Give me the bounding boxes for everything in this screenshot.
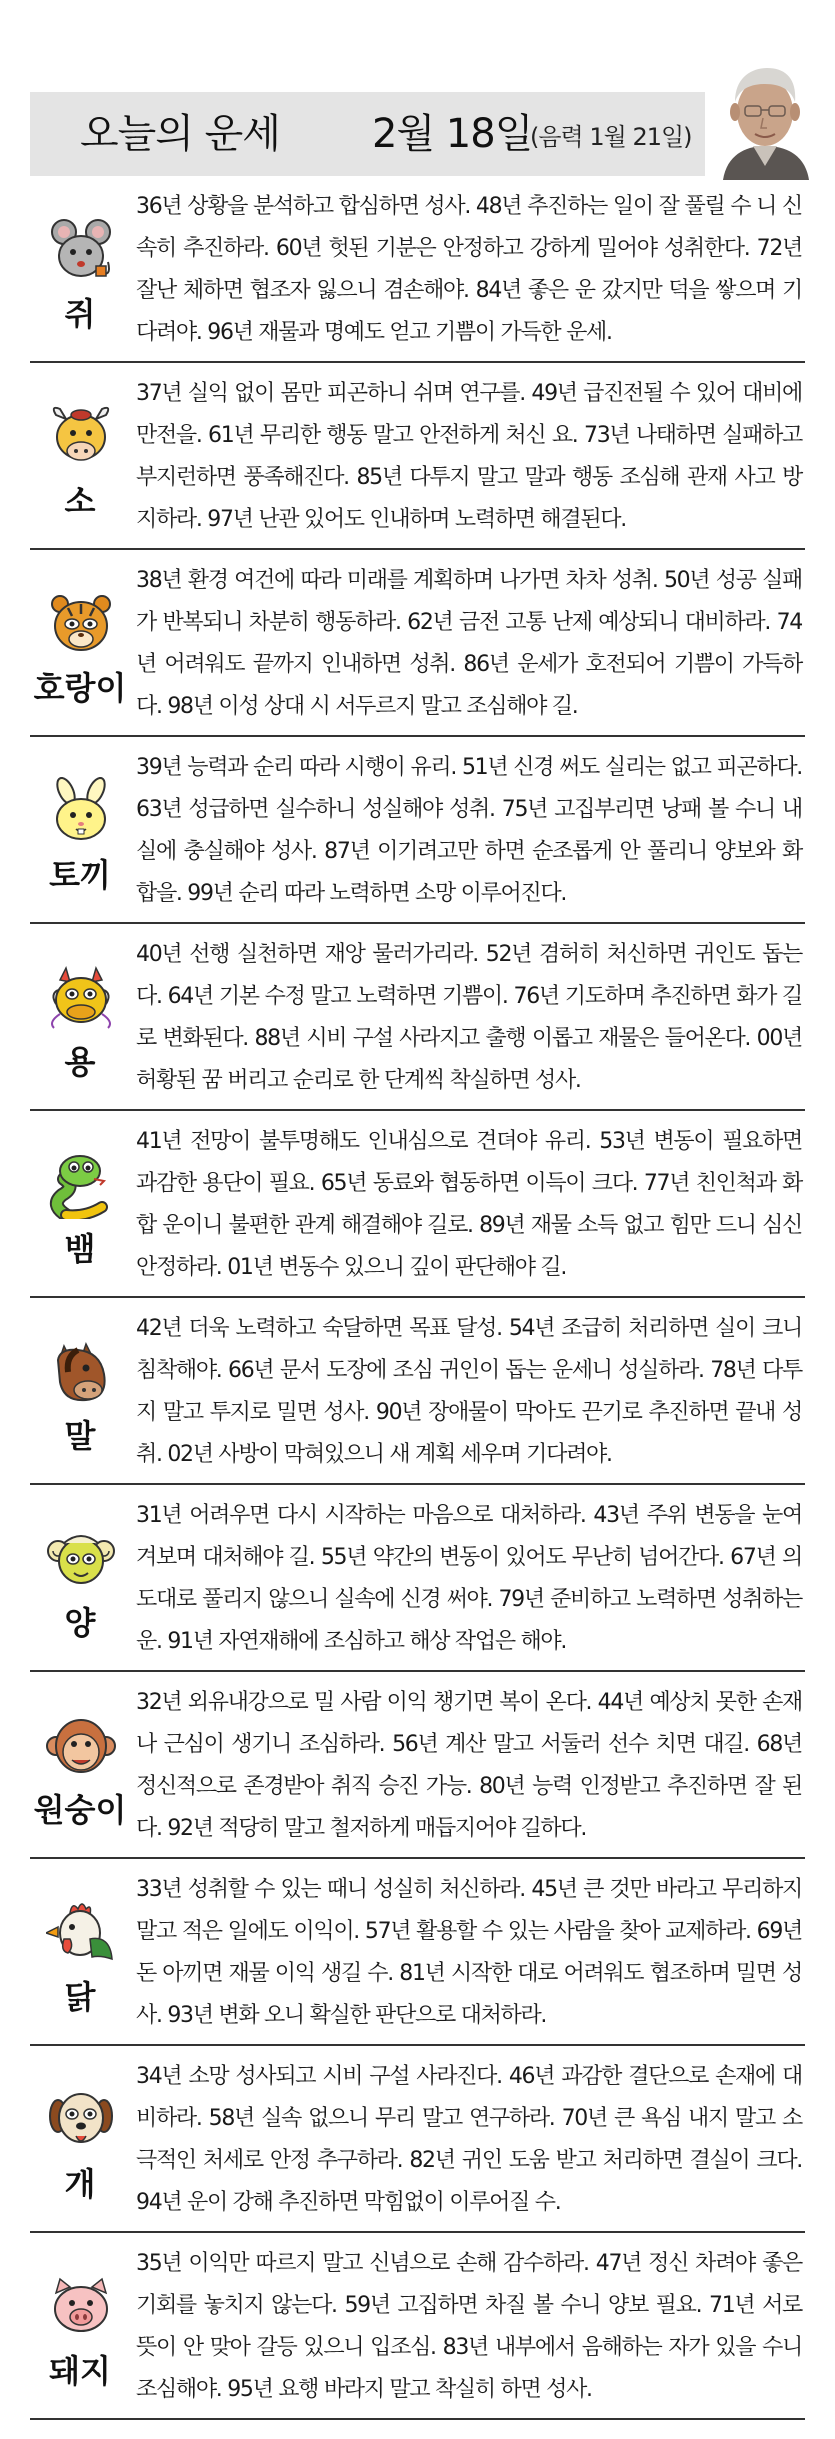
fortune-row-pig bbox=[30, 2233, 805, 2420]
fortune-row-ox bbox=[30, 363, 805, 550]
pig-icon bbox=[46, 2273, 116, 2341]
fortune-text: 40년 선행 실천하면 재앙 물러가리라. 52년 겸허히 처신하면 귀인도 돕는다. 64년 기본 수정 말고 노력하면 기쁨이. 76년 기도하며 추진하면 화가 길로 변화된다. 88년 시비 구설 사라지고 출행 이롭고 재물은 들어온다. 00년 허황된 꿈 버리고 순리로 한 단계씩 착실하면 성사. bbox=[136, 942, 802, 1093]
zodiac-cell bbox=[30, 1298, 130, 1483]
zodiac-cell bbox=[30, 176, 130, 361]
zodiac-cell bbox=[30, 1859, 130, 2044]
rabbit-icon bbox=[46, 777, 116, 845]
zodiac-cell bbox=[30, 550, 130, 735]
zodiac-cell bbox=[30, 924, 130, 1109]
zodiac-name: 개 bbox=[64, 2165, 96, 2203]
monkey-icon bbox=[46, 1712, 116, 1780]
rat-icon bbox=[46, 216, 116, 284]
zodiac-cell bbox=[30, 1485, 130, 1670]
zodiac-cell bbox=[30, 1672, 130, 1857]
fortune-row-horse bbox=[30, 1298, 805, 1485]
snake-icon bbox=[46, 1151, 116, 1219]
fortune-text: 37년 실익 없이 몸만 피곤하니 쉬며 연구를. 49년 급진전될 수 있어 대비에 만전을. 61년 무리한 행동 말고 안전하게 처신 요. 73년 나태하면 실패하고 부지런하면 풍족해진다. 85년 다투지 말고 말과 행동 조심해 관재 사고 방지하라. 97년 난관 있어도 인내하며 노력하면 해결된다. bbox=[136, 381, 802, 532]
fortune-text: 34년 소망 성사되고 시비 구설 사라진다. 46년 과감한 결단으로 손재에 대비하라. 58년 실속 없으니 무리 말고 연구하라. 70년 큰 욕심 내지 말고 소극적인 처세로 안정 추구하라. 82년 귀인 도움 받고 처리하면 결실이 크다. 94년 운이 강해 추진하면 막힘없이 이루어질 수. bbox=[136, 2064, 802, 2215]
page-title: 오늘의 운세 bbox=[80, 111, 280, 157]
fortune-text: 39년 능력과 순리 따라 시행이 유리. 51년 신경 써도 실리는 없고 피곤하다. 63년 성급하면 실수하니 성실해야 성취. 75년 고집부리면 낭패 볼 수니 내실에 충실해야 성사. 87년 이기려고만 하면 순조롭게 안 풀리니 양보와 화합을. 99년 순리 따라 노력하면 소망 이루어진다. bbox=[136, 755, 802, 906]
zodiac-cell bbox=[30, 737, 130, 922]
sheep-icon bbox=[46, 1525, 116, 1593]
fortune-text: 33년 성취할 수 있는 때니 성실히 처신하라. 45년 큰 것만 바라고 무리하지 말고 적은 일에도 이익이. 57년 활용할 수 있는 사람을 찾아 교제하라. 69년 돈 아끼면 재물 이익 생길 수. 81년 시작한 대로 어려워도 협조하며 밀면 성사. 93년 변화 오니 확실한 판단으로 대처하라. bbox=[136, 1877, 802, 2028]
date-label: 2월 18일 bbox=[372, 111, 533, 157]
horse-icon bbox=[46, 1338, 116, 1406]
dragon-icon bbox=[46, 964, 116, 1032]
zodiac-name: 호랑이 bbox=[33, 669, 127, 707]
fortune-row-monkey bbox=[30, 1672, 805, 1859]
fortune-text: 32년 외유내강으로 밀 사람 이익 챙기면 복이 온다. 44년 예상치 못한 손재나 근심이 생기니 조심하라. 56년 계산 말고 서둘러 선수 치면 대길. 68년 정신적으로 존경받아 취직 승진 가능. 80년 능력 인정받고 추진하면 잘 된다. 92년 적당히 말고 철저하게 매듭지어야 길하다. bbox=[136, 1690, 802, 1841]
zodiac-cell bbox=[30, 363, 130, 548]
rooster-icon bbox=[46, 1899, 116, 1967]
fortune-row-rat bbox=[30, 176, 805, 363]
fortune-text: 36년 상황을 분석하고 합심하면 성사. 48년 추진하는 일이 잘 풀릴 수 니 신속히 추진하라. 60년 헛된 기분은 안정하고 강하게 밀어야 성취한다. 72년 잘난 체하면 협조자 잃으니 겸손해야. 84년 좋은 운 갔지만 덕을 쌓으며 기다려야. 96년 재물과 명예도 얻고 기쁨이 가득한 운세. bbox=[136, 194, 802, 345]
lunar-date-label: (음력 1월 21일) bbox=[530, 123, 692, 151]
fortune-row-dog bbox=[30, 2046, 805, 2233]
ox-icon bbox=[46, 403, 116, 471]
fortune-list bbox=[30, 176, 805, 2420]
fortune-row-sheep bbox=[30, 1485, 805, 1672]
fortune-text: 41년 전망이 불투명해도 인내심으로 견뎌야 유리. 53년 변동이 필요하면 과감한 용단이 필요. 65년 동료와 협동하면 이득이 크다. 77년 친인척과 화합 운이니 불편한 관계 해결해야 길로. 89년 재물 소득 없고 힘만 드니 심신 안정하라. 01년 변동수 있으니 깊이 판단해야 길. bbox=[136, 1129, 802, 1280]
zodiac-name: 돼지 bbox=[49, 2352, 111, 2390]
author-portrait bbox=[705, 62, 825, 180]
fortune-text: 42년 더욱 노력하고 숙달하면 목표 달성. 54년 조급히 처리하면 실이 크니 침착해야. 66년 문서 도장에 조심 귀인이 돕는 운세니 성실하라. 78년 다투지 말고 투지로 밀면 성사. 90년 장애물이 막아도 끈기로 추진하면 끝내 성취. 02년 사방이 막혀있으니 새 계획 세우며 기다려야. bbox=[136, 1316, 802, 1467]
zodiac-name: 용 bbox=[64, 1043, 96, 1081]
fortune-text: 38년 환경 여건에 따라 미래를 계획하며 나가면 차차 성취. 50년 성공 실패가 반복되니 차분히 행동하라. 62년 금전 고통 난제 예상되니 대비하라. 74년 어려워도 끝까지 인내하면 성취. 86년 운세가 호전되어 기쁨이 가득하다. 98년 이성 상대 시 서두르지 말고 조심해야 길. bbox=[136, 568, 802, 719]
zodiac-name: 토끼 bbox=[49, 856, 111, 894]
fortune-text: 31년 어려우면 다시 시작하는 마음으로 대처하라. 43년 주위 변동을 눈여겨보며 대처해야 길. 55년 약간의 변동이 있어도 무난히 넘어간다. 67년 의도대로 풀리지 않으니 실속에 신경 써야. 79년 준비하고 노력하면 성취하는 운. 91년 자연재해에 조심하고 해상 작업은 해야. bbox=[136, 1503, 802, 1654]
tiger-icon bbox=[46, 590, 116, 658]
zodiac-name: 소 bbox=[64, 482, 96, 520]
zodiac-cell bbox=[30, 2046, 130, 2231]
zodiac-cell bbox=[30, 1111, 130, 1296]
zodiac-name: 원숭이 bbox=[33, 1791, 127, 1829]
zodiac-name: 말 bbox=[64, 1417, 96, 1455]
fortune-row-rooster bbox=[30, 1859, 805, 2046]
fortune-row-dragon bbox=[30, 924, 805, 1111]
zodiac-cell bbox=[30, 2233, 130, 2418]
fortune-row-tiger bbox=[30, 550, 805, 737]
header-band bbox=[30, 92, 805, 176]
zodiac-name: 뱀 bbox=[64, 1230, 96, 1268]
fortune-text: 35년 이익만 따르지 말고 신념으로 손해 감수하라. 47년 정신 차려야 좋은 기회를 놓치지 않는다. 59년 고집하면 차질 볼 수니 양보 필요. 71년 서로 뜻이 안 맞아 갈등 있으니 입조심. 83년 내부에서 음해하는 자가 있을 수니 조심해야. 95년 요행 바라지 말고 착실히 하면 성사. bbox=[136, 2251, 802, 2402]
zodiac-name: 쥐 bbox=[64, 295, 96, 333]
fortune-row-snake bbox=[30, 1111, 805, 1298]
fortune-row-rabbit bbox=[30, 737, 805, 924]
dog-icon bbox=[46, 2086, 116, 2154]
zodiac-name: 닭 bbox=[64, 1978, 96, 2016]
zodiac-name: 양 bbox=[64, 1604, 96, 1642]
